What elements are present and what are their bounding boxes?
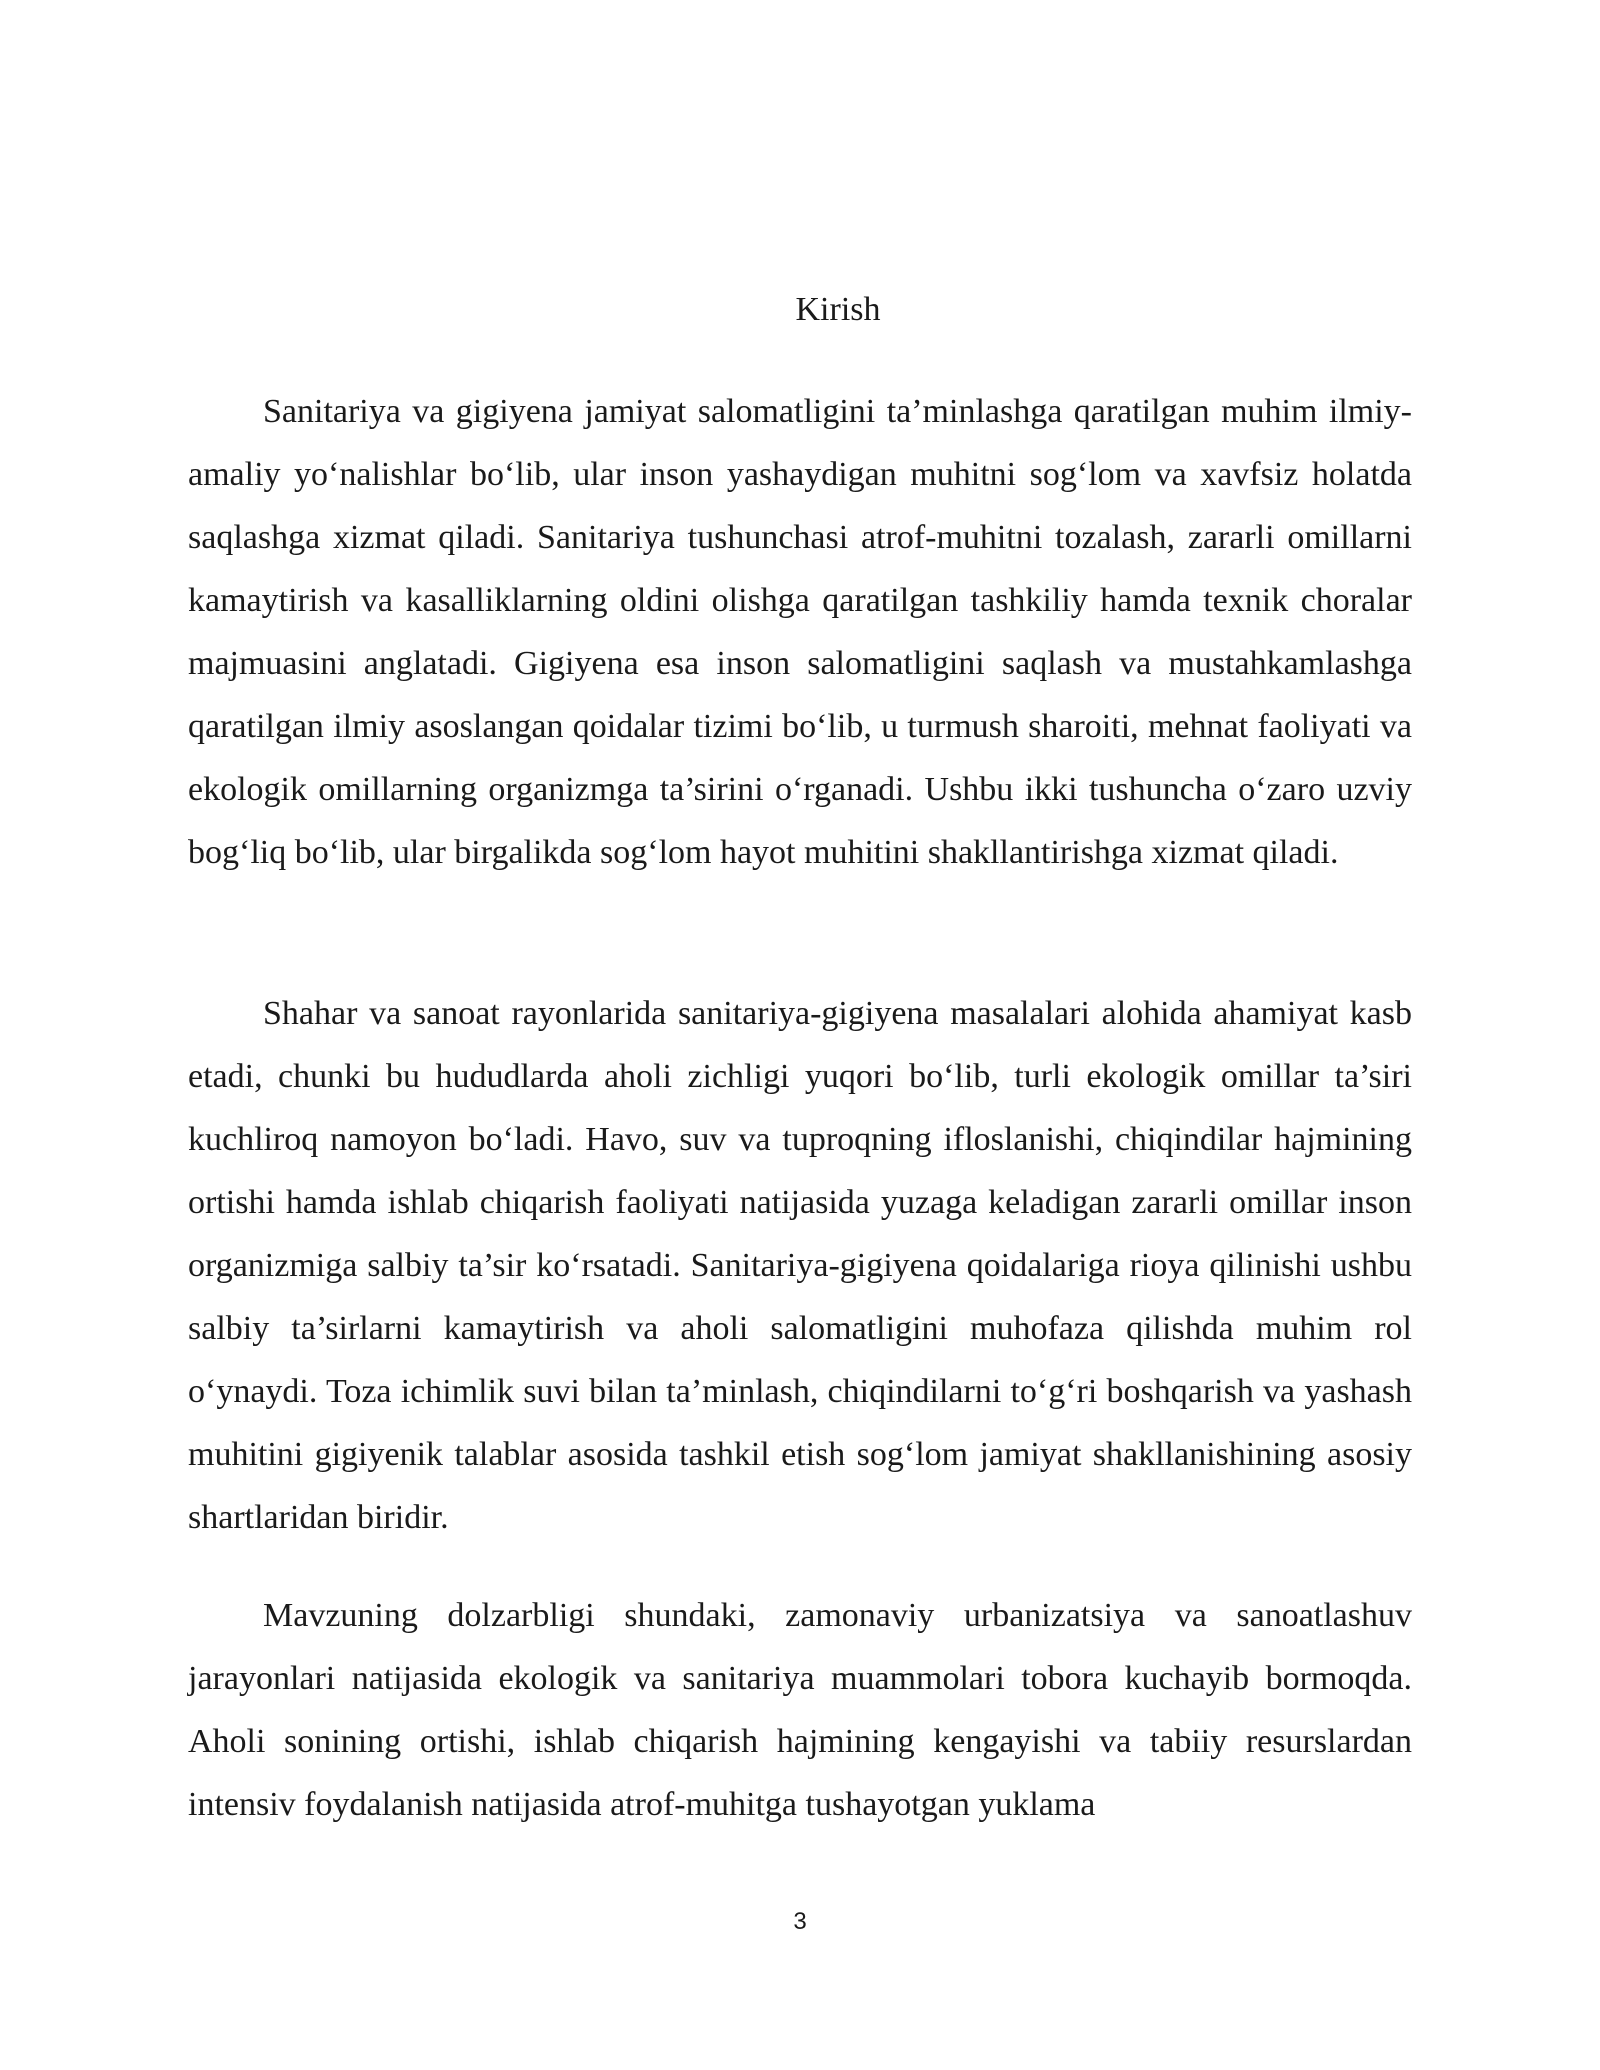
paragraph-1: Sanitariya va gigiyena jamiyat salomatligini ta’minlashga qaratilgan muhim ilmiy-amaliy yo‘nalishlar bo‘lib, ular inson yashaydigan muhitni sog‘lom va xavfsiz holatda saqlashga xizmat qiladi. Sanitariya tushunchasi atrof-muhitni tozalash, zararli omillarni kamaytirish va kasalliklarning oldini olishga qaratilgan tashkiliy hamda texnik choralar majmuasini anglatadi. Gigiyena esa inson salomatligini saqlash va mustahkamlashga qaratilgan ilmiy asoslangan qoidalar tizimi bo‘lib, u turmush sharoiti, mehnat faoliyati va ekologik omillarning organizmga ta’sirini o‘rganadi. Ushbu ikki tushuncha o‘zaro uzviy bog‘liq bo‘lib, ular birgalikda sog‘lom hayot muhitini shakllantirishga xizmat qiladi. xyxy=(188,393,1412,871)
paragraph-3: Mavzuning dolzarbligi shundaki, zamonaviy urbanizatsiya va sanoatlashuv jarayonlari natijasida ekologik va sanitariya muammolari tobora kuchayib bormoqda. Aholi sonining ortishi, ishlab chiqarish hajmining kengayishi va tabiiy resurslardan intensiv foydalanish natijasida atrof-muhitga tushayotgan yuklama xyxy=(188,1597,1412,1823)
paragraph-2: Shahar va sanoat rayonlarida sanitariya-gigiyena masalalari alohida ahamiyat kasb etadi, chunki bu hududlarda aholi zichligi yuqori bo‘lib, turli ekologik omillar ta’siri kuchliroq namoyon bo‘ladi. Havo, suv va tuproqning ifloslanishi, chiqindilar hajmining ortishi hamda ishlab chiqarish faoliyati natijasida yuzaga keladigan zararli omillar inson organizmiga salbiy ta’sir ko‘rsatadi. Sanitariya-gigiyena qoidalariga rioya qilinishi ushbu salbiy ta’sirlarni kamaytirish va aholi salomatligini muhofaza qilishda muhim rol o‘ynaydi. Toza ichimlik suvi bilan ta’minlash, chiqindilarni to‘g‘ri boshqarish va yashash muhitini gigiyenik talablar asosida tashkil etish sog‘lom jamiyat shakllanishining asosiy shartlaridan biridir. xyxy=(188,995,1412,1536)
page-number: 3 xyxy=(793,1908,807,1935)
section-title: Kirish xyxy=(795,291,881,328)
